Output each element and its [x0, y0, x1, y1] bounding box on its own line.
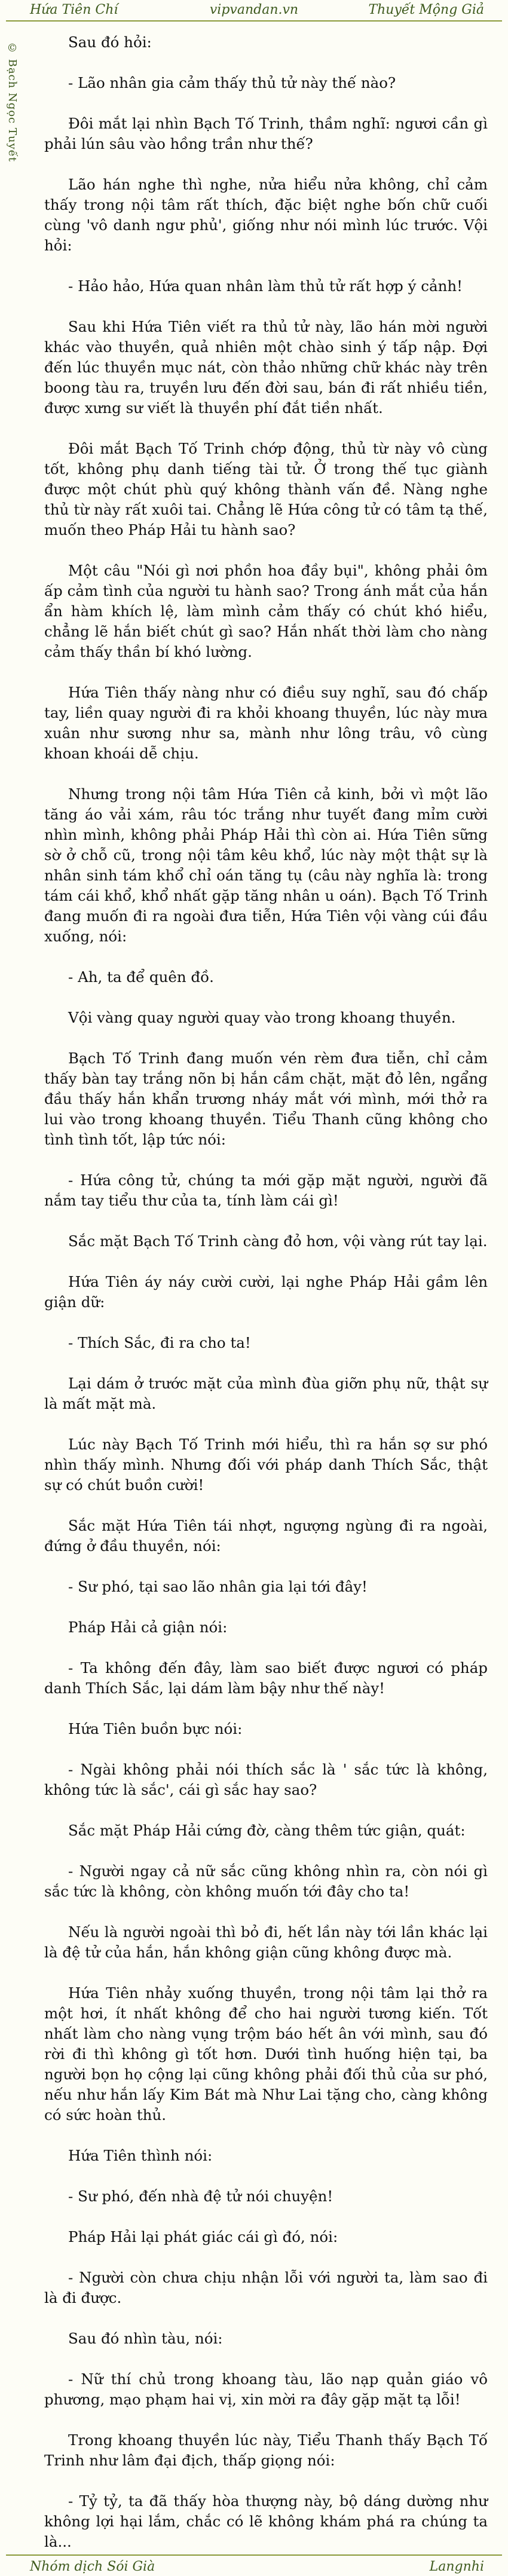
paragraph: - Thích Sắc, đi ra cho ta! [68, 1334, 251, 1351]
paragraph: Lại dám ở trước mặt của mình đùa giỡn phụ nữ, thật sự là mất mặt mà. [44, 1375, 488, 1412]
paragraph: - Hảo hảo, Hứa quan nhân làm thủ tử rất hợp ý cảnh! [68, 277, 463, 295]
paragraph: Pháp Hải cả giận nói: [68, 1619, 228, 1636]
paragraph: Lúc này Bạch Tố Trinh mới hiểu, thì ra hắn sợ sư phó nhìn thấy mình. Nhưng đối với pháp danh Thích Sắc, thật sự có chút buồn cười! [44, 1436, 488, 1494]
sidebar-copyright-text: © Bạch Ngọc Tuyết [6, 42, 19, 163]
page-footer [6, 2554, 502, 2576]
paragraph: Hứa Tiên thình nói: [68, 2147, 213, 2164]
paragraph: Sắc mặt Bạch Tố Trinh càng đỏ hơn, vội vàng rút tay lại. [68, 1232, 488, 1250]
paragraph: Lão hán nghe thì nghe, nửa hiểu nửa không, chỉ cảm thấy trong nội tâm rất thích, đặc biệt nghe bốn chữ cuối cùng 'vô danh ngư phủ', giống như nói mình lúc trước. Vội hỏi: [44, 176, 488, 254]
header-author: Thuyết Mộng Giả [368, 2, 484, 17]
paragraph: - Hứa công tử, chúng ta mới gặp mặt người, người đã nắm tay tiểu thư của ta, tính làm cái gì! [44, 1171, 488, 1209]
paragraph: - Ngài không phải nói thích sắc là ' sắc tức là không, không tức là sắc', cái gì sắc hay sao? [44, 1761, 488, 1798]
paragraph: Một câu "Nói gì nơi phồn hoa đầy bụi", không phải ôm ấp cảm tình của người tu hành sao? Trong ánh mắt của hắn ẩn hàm khích lệ, làm mình cảm thấy có chút khó hiểu, chẳng lẽ hắn biết chút gì sao? Hắn nhất thời làm cho nàng cảm thấy thần bí khó lường. [44, 562, 488, 660]
header-book-title: Hứa Tiên Chí [30, 2, 118, 17]
paragraph: - Sư phó, tại sao lão nhân gia lại tới đây! [68, 1578, 368, 1595]
footer-translator-group: Nhóm dịch Sói Già [30, 2559, 155, 2574]
footer-editor: Langnhi [429, 2559, 484, 2574]
paragraph: Sau khi Hứa Tiên viết ra thủ tử này, lão hán mời người khác vào thuyền, quả nhiên một chào sinh ý tấp nập. Đợi đến lúc thuyền mục nát, còn thảo những chữ khác này trên boong tàu ra, truyền lưu đến đời sau, bán đi rất nhiều tiền, được xưng sư viết là thuyền phí đắt tiền nhất. [44, 318, 488, 417]
paragraph: Sau đó hỏi: [68, 33, 152, 51]
paragraph: Trong khoang thuyền lúc này, Tiểu Thanh thấy Bạch Tố Trinh như lâm đại địch, thấp giọng nói: [44, 2431, 488, 2469]
paragraph: - Người còn chưa chịu nhận lỗi với người ta, làm sao đi là đi được. [44, 2269, 488, 2306]
paragraph: Sắc mặt Hứa Tiên tái nhợt, ngượng ngùng đi ra ngoài, đứng ở đầu thuyền, nói: [44, 1517, 488, 1555]
paragraph: Pháp Hải lại phát giác cái gì đó, nói: [68, 2228, 338, 2245]
paragraph: - Tỷ tỷ, ta đã thấy hòa thượng này, bộ dáng dường như không lợi hại lắm, chắc có lẽ không khám phá ra chúng ta là... [44, 2492, 488, 2550]
paragraph: - Ah, ta để quên đồ. [68, 968, 214, 986]
paragraph: Nhưng trong nội tâm Hứa Tiên cả kinh, bởi vì một lão tăng áo vải xám, râu tóc trắng như tuyết đang mỉm cười nhìn mình, không phải Pháp Hải thì còn ai. Hứa Tiên sững sờ ở chỗ cũ, trong nội tâm kêu khổ, lúc này một thật sự là nhân sinh tám khổ chỉ oán tăng tụ (câu này nghĩa là: trong tám cái khổ, khổ nhất gặp tăng nhân u oán). Bạch Tố Trinh đang muốn đi ra ngoài đưa tiễn, Hứa Tiên vội vàng cúi đầu xuống, nói: [44, 785, 488, 945]
paragraph: Hứa Tiên thấy nàng như có điều suy nghĩ, sau đó chấp tay, liền quay người đi ra khỏi khoang thuyền, lúc này mưa xuân như sương như sa, mành như lông trâu, vô cùng khoan khoái dễ chịu. [44, 684, 488, 762]
paragraph: - Ta không đến đây, làm sao biết được ngươi có pháp danh Thích Sắc, lại dám làm bậy như thế này! [44, 1659, 488, 1697]
header-site-link[interactable]: vipvandan.vn [209, 2, 299, 17]
paragraph: Hứa Tiên buồn bực nói: [68, 1720, 243, 1737]
paragraph: Đôi mắt lại nhìn Bạch Tố Trinh, thầm nghĩ: ngươi cần gì phải lún sâu vào hồng trần như thế? [44, 115, 488, 152]
story-text [44, 32, 488, 2572]
paragraph: - Nữ thí chủ trong khoang tàu, lão nạp quản giáo vô phương, mạo phạm hai vị, xin mời ra đây gặp mặt tạ lỗi! [44, 2370, 488, 2408]
paragraph: Sắc mặt Pháp Hải cứng đờ, càng thêm tức giận, quát: [68, 1822, 466, 1839]
sidebar-copyright [6, 42, 20, 2540]
paragraph: Bạch Tố Trinh đang muốn vén rèm đưa tiễn, chỉ cảm thấy bàn tay trắng nõn bị hắn cầm chặt, mặt đỏ lên, ngẩng đầu thấy hắn khẩn trương nháy mắt với mình, mới thở ra lui vào trong khoang thuyền. Tiểu Thanh cũng không cho tình tình tốt, lập tức nói: [44, 1050, 488, 1148]
page-header [6, 0, 502, 22]
paragraph: - Sư phó, đến nhà đệ tử nói chuyện! [68, 2188, 333, 2205]
paragraph: Sau đó nhìn tàu, nói: [68, 2330, 223, 2347]
paragraph: Nếu là người ngoài thì bỏ đi, hết lần này tới lần khác lại là đệ tử của hắn, hắn không giận cũng không được mà. [44, 1923, 488, 1961]
paragraph: - Người ngay cả nữ sắc cũng không nhìn ra, còn nói gì sắc tức là không, còn không muốn tới đây cho ta! [44, 1862, 488, 1900]
paragraph: Hứa Tiên nhảy xuống thuyền, trong nội tâm lại thở ra một hơi, ít nhất không để cho hai người tương kiến. Tốt nhất làm cho nàng vụng trộm báo hết ân với mình, sau đó rời đi thì không gì tốt hơn. Dưới tình huống hiện tại, ba người bọn họ cộng lại cũng không phải đối thủ của sư phó, nếu như hắn lấy Kim Bát mà Như Lai tặng cho, càng không có sức hoàn thủ. [44, 1984, 488, 2124]
paragraph: - Lão nhân gia cảm thấy thủ tử này thế nào? [68, 74, 396, 91]
paragraph: Vội vàng quay người quay vào trong khoang thuyền. [68, 1009, 456, 1026]
paragraph: Đôi mắt Bạch Tố Trinh chớp động, thủ từ này vô cùng tốt, không phụ danh tiếng tài tử. Ở trong thế tục giành được một chút phù quý không thành vấn đề. Nàng nghe thủ từ này rất xuôi tai. Chẳng lẽ Hứa công tử có tâm tạ thế, muốn theo Pháp Hải tu hành sao? [44, 440, 488, 539]
paragraph: Hứa Tiên áy náy cười cười, lại nghe Pháp Hải gầm lên giận dữ: [44, 1273, 488, 1311]
